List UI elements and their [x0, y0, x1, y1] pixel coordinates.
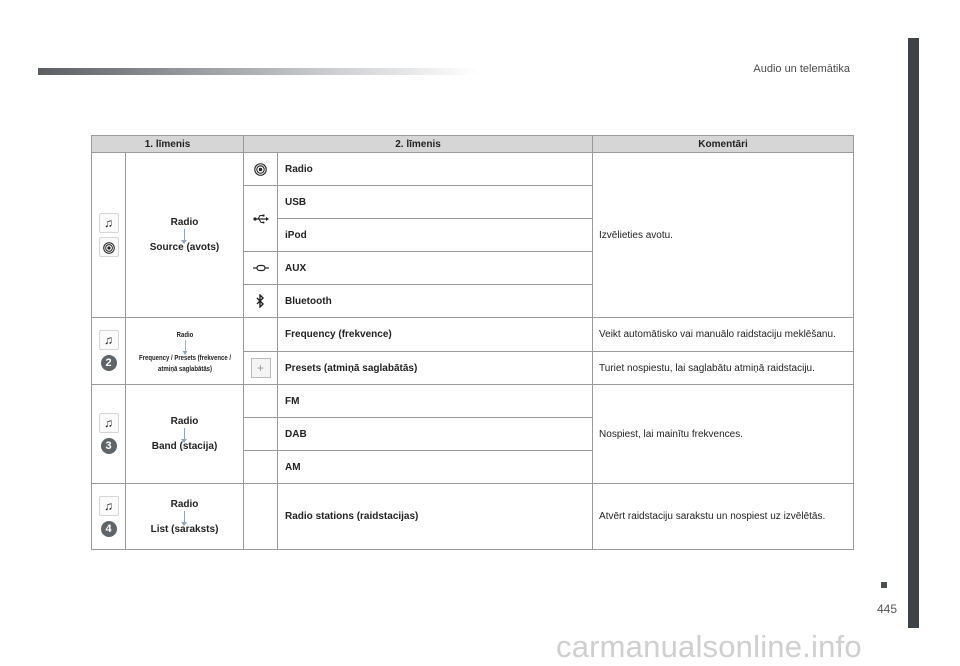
comment-list: Atvērt raidstaciju sarakstu un nospiest uz izvēlētās.	[593, 484, 854, 550]
col-header-comments: Komentāri	[593, 136, 854, 153]
level2-am: AM	[278, 451, 593, 484]
bluetooth-icon-cell	[244, 285, 278, 318]
comment-frequency: Veikt automātisko vai manuālo raidstaciju meklēšanu.	[593, 318, 854, 352]
comment-presets: Turiet nospiestu, lai saglabātu atmiņā raidstaciju.	[593, 352, 854, 385]
usb-icon	[253, 214, 269, 224]
empty-icon-cell	[244, 484, 278, 550]
page-side-tab	[908, 38, 919, 628]
level1-top: Radio	[176, 329, 193, 339]
group2-icons	[92, 318, 126, 385]
down-arrow-icon	[184, 340, 185, 352]
level2-aux: AUX	[278, 252, 593, 285]
step-number-badge: 3	[101, 438, 117, 454]
music-note-icon: ♫	[99, 413, 119, 433]
plus-box-icon: +	[251, 358, 271, 378]
bluetooth-icon	[256, 294, 265, 308]
level2-dab: DAB	[278, 418, 593, 451]
group1-comment: Izvēlieties avotu.	[593, 153, 854, 318]
level1-top: Radio	[170, 416, 199, 427]
level2-bluetooth: Bluetooth	[278, 285, 593, 318]
empty-icon-cell	[244, 418, 278, 451]
level2-radio: Radio	[278, 153, 593, 186]
music-note-icon: ♫	[99, 496, 119, 516]
usb-icon-cell	[244, 186, 278, 252]
group3-level1	[126, 385, 244, 484]
down-arrow-icon	[184, 229, 185, 241]
group4-level1	[126, 484, 244, 550]
empty-icon-cell	[244, 318, 278, 352]
section-title: Audio un telemātika	[753, 63, 850, 75]
level2-ipod: iPod	[278, 219, 593, 252]
table-row	[92, 385, 854, 418]
level2-presets: Presets (atmiņā saglabātās)	[278, 352, 593, 385]
step-number-badge: 4	[101, 521, 117, 537]
empty-icon-cell	[244, 451, 278, 484]
table-row	[92, 484, 854, 550]
down-arrow-icon	[184, 428, 185, 440]
preset-icon-cell	[244, 352, 278, 385]
col-header-level2: 2. līmenis	[244, 136, 593, 153]
group1-level1	[126, 153, 244, 318]
level2-frequency: Frequency (frekvence)	[278, 318, 593, 352]
radio-signal-icon	[254, 163, 267, 176]
menu-table	[91, 135, 854, 550]
level1-bottom: List (saraksts)	[150, 523, 219, 535]
radio-icon-cell	[244, 153, 278, 186]
empty-icon-cell	[244, 385, 278, 418]
level1-bottom: Source (avots)	[149, 242, 220, 253]
col-header-level1: 1. līmenis	[92, 136, 244, 153]
aux-icon-cell	[244, 252, 278, 285]
table-row	[92, 318, 854, 352]
group3-comment: Nospiest, lai mainītu frekvences.	[593, 385, 854, 484]
level1-bottom: Band (stacija)	[151, 441, 218, 452]
music-note-icon: ♫	[99, 330, 119, 350]
page-number: 445	[877, 602, 898, 616]
page-marker	[881, 582, 887, 588]
table-header-row	[92, 136, 854, 153]
group1-icons	[92, 153, 126, 318]
radio-signal-icon	[99, 237, 119, 257]
group2-level1	[137, 318, 231, 385]
table-row	[92, 153, 854, 186]
level2-fm: FM	[278, 385, 593, 418]
level1-top: Radio	[170, 217, 199, 228]
down-arrow-icon	[184, 511, 185, 523]
level2-radio-stations: Radio stations (raidstacijas)	[278, 484, 593, 550]
aux-cable-icon	[253, 264, 269, 272]
group4-icons	[92, 484, 126, 550]
level2-usb: USB	[278, 186, 593, 219]
watermark: carmanualsonline.info	[556, 629, 862, 664]
group3-icons	[92, 385, 126, 484]
level1-top: Radio	[170, 498, 199, 510]
header-gradient-bar	[38, 68, 478, 75]
music-note-icon: ♫	[99, 213, 119, 233]
level1-bottom: Frequency / Presets (frekvence / atmiņā saglabātās)	[138, 352, 231, 373]
step-number-badge: 2	[101, 355, 117, 371]
